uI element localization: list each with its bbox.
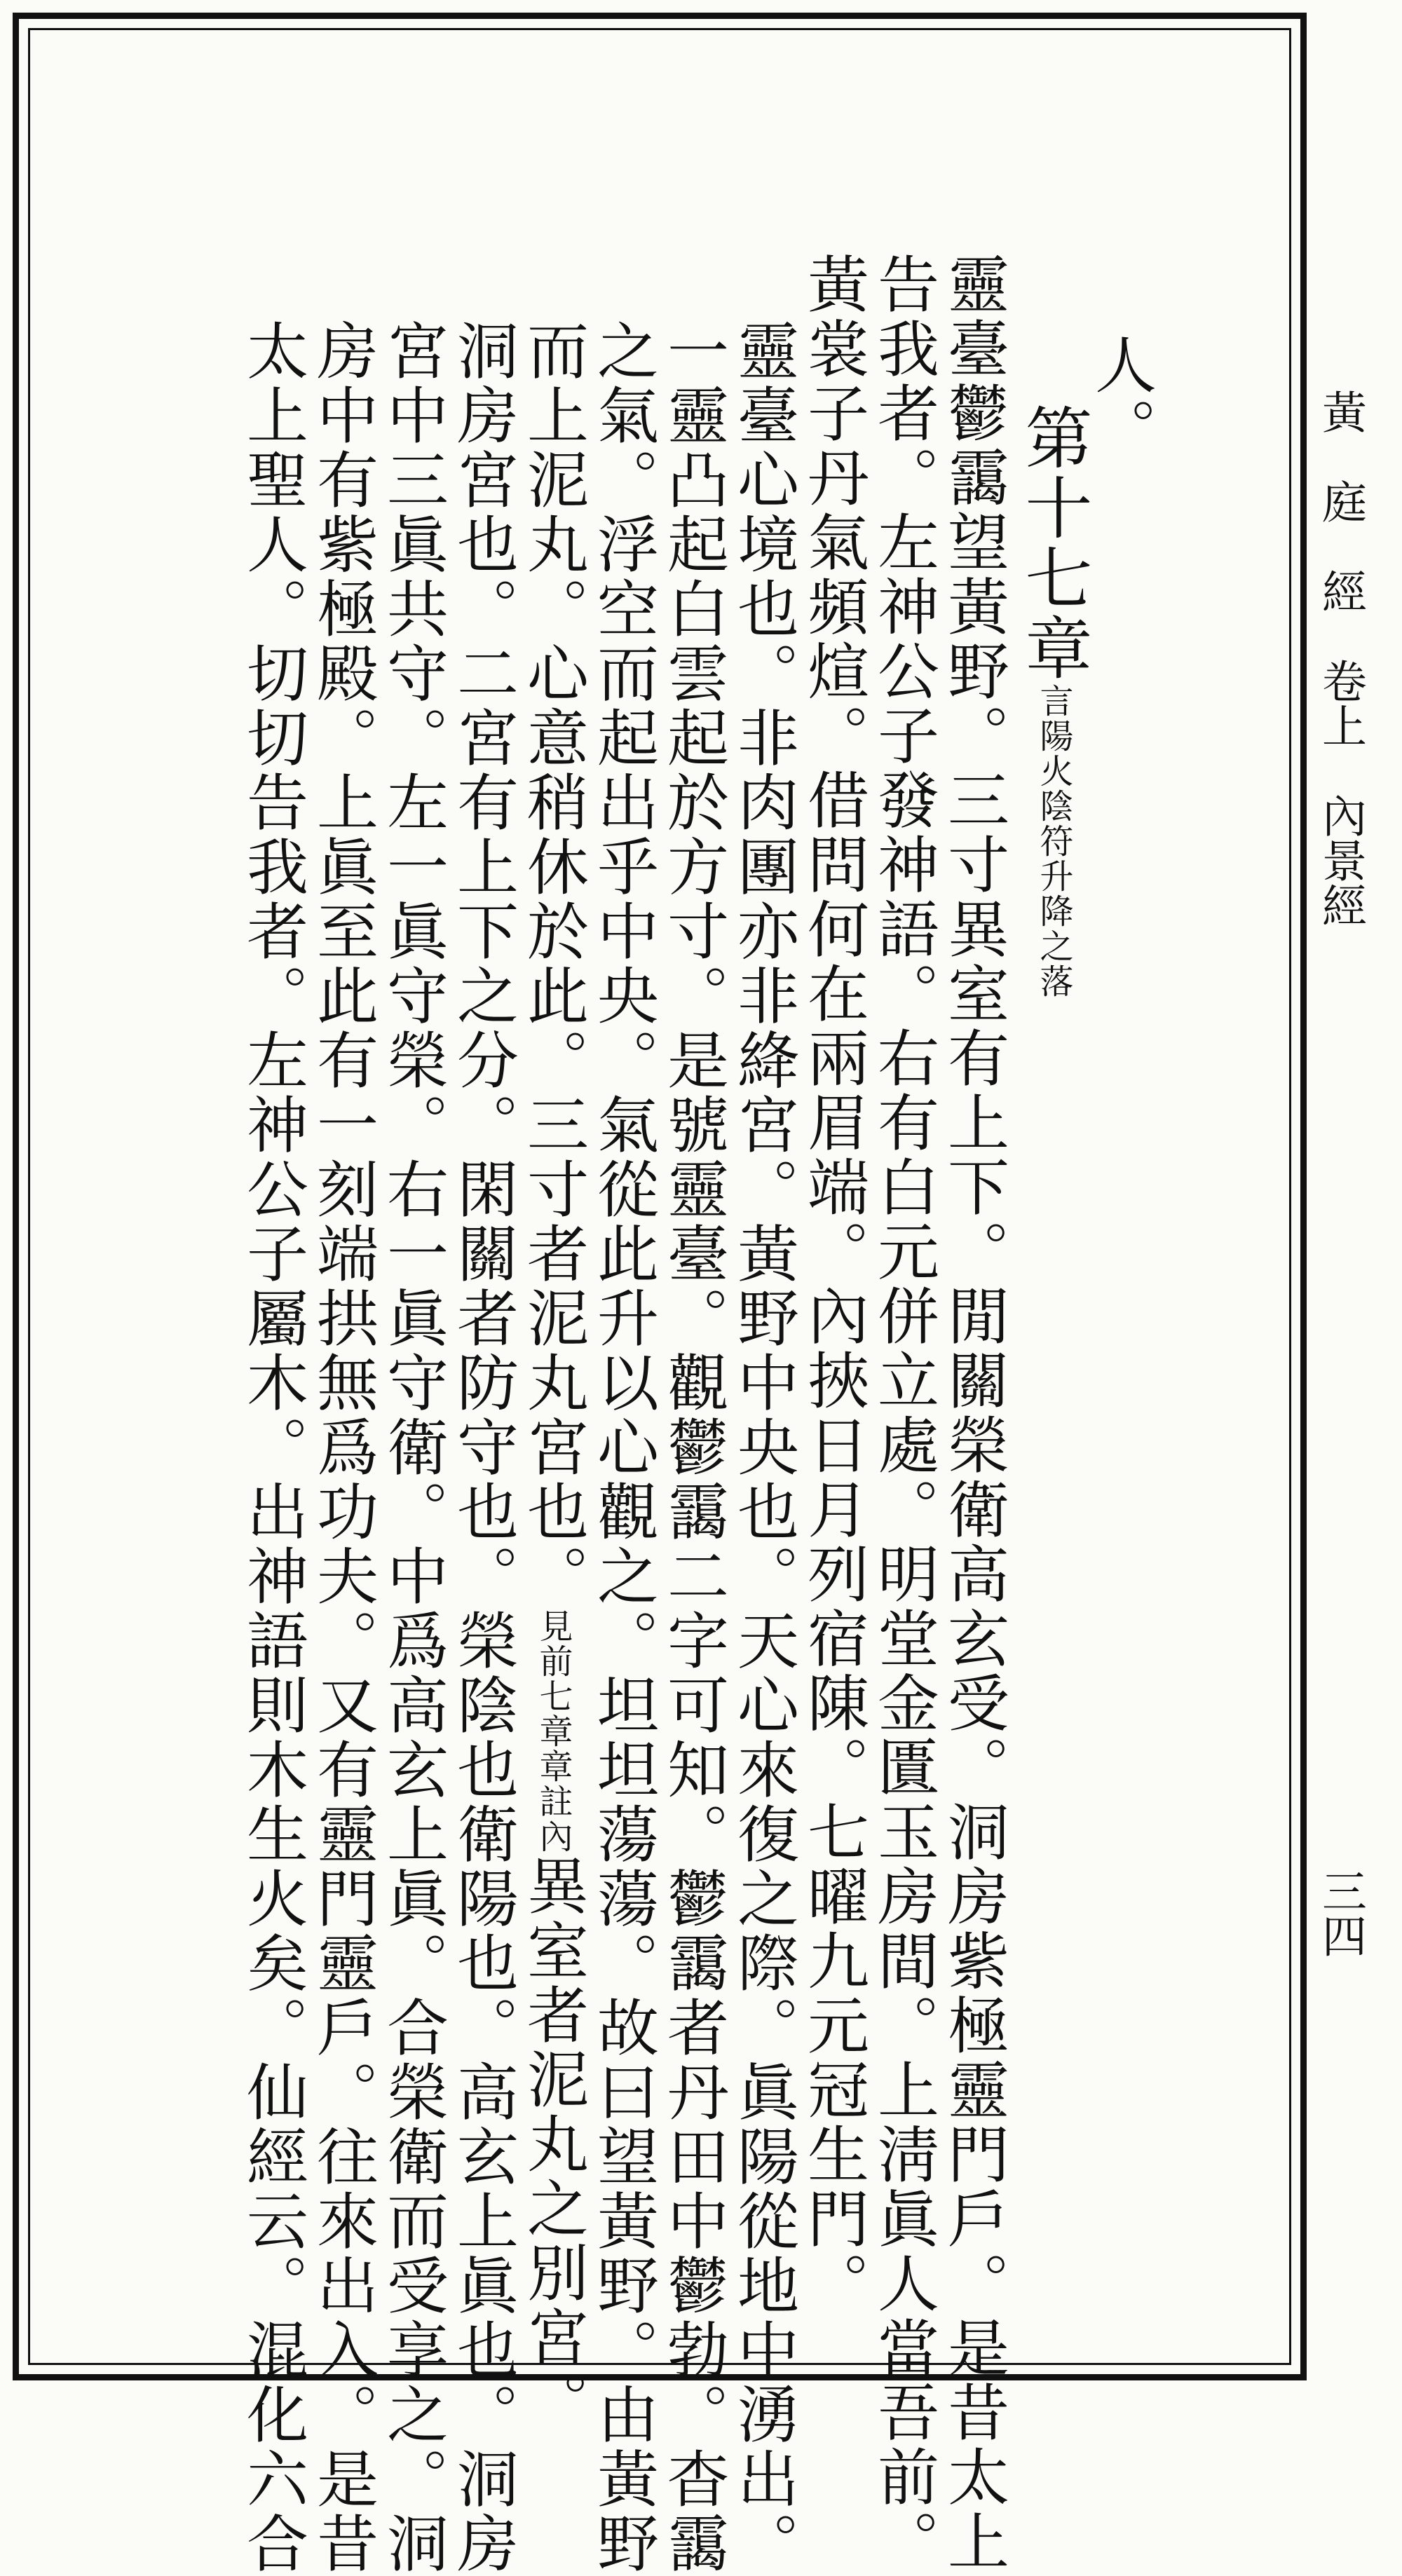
text-column-13: 太上聖人。切切告我者。左神公子屬木。出神語則木生火矣。仙經云。混化六合 — [237, 319, 309, 2576]
text-column-10: 洞房宮也。二宮有上下之分。閑關者防守也。榮陰也衛陽也。高玄上眞也。洞房 — [447, 319, 519, 2576]
text-column-5: 黃裳子丹氣頻煊。借問何在兩眉端。內挾日月列宿陳。七曜九元冠生門。 — [798, 252, 870, 2316]
column-text-b: 異室者泥丸之別宮。 — [517, 1854, 590, 2434]
column-text-a: 而上泥丸。心意稍休於此。三寸者泥丸宮也。 — [517, 319, 590, 1609]
running-header: 黃 庭 經 卷上 內景經 — [1314, 389, 1366, 927]
chapter-note: 言陽火陰符升降之落 — [1034, 683, 1073, 999]
text-column-8: 之氣。浮空而起出乎中央。氣從此升以心觀之。坦坦蕩蕩。故曰望黃野。由黃野 — [587, 319, 660, 2576]
text-column-3: 靈臺鬱靄望黃野。三寸異室有上下。閒關榮衛高玄受。洞房紫極靈門戶。是昔太上 — [938, 252, 1010, 2574]
text-column-7: 一靈凸起白雲起於方寸。是號靈臺。觀鬱靄二字可知。鬱靄者丹田中鬱勃。杳靄 — [658, 319, 730, 2576]
chapter-title: 第十七章 — [1014, 403, 1093, 683]
page-number: 三四 — [1314, 1868, 1366, 1958]
text-column-11: 宮中三眞共守。左一眞守榮。右一眞守衛。中爲高玄上眞。合榮衛而受享之。洞 — [377, 319, 449, 2576]
inline-note: 見前七章章註內 — [533, 1609, 573, 1854]
chapter-heading-column — [1014, 403, 1093, 999]
text-column-12: 房中有紫極殿。上眞至此有一刻端拱無爲功夫。又有靈門靈戶。往來出入。是昔 — [307, 319, 379, 2576]
text-column-9 — [517, 319, 590, 2434]
text-column-6: 靈臺心境也。非肉團亦非絳宮。黃野中央也。天心來復之際。眞陽從地中湧出。 — [728, 319, 800, 2576]
text-column-4: 告我者。左神公子發神語。右有白元併立處。明堂金匱玉房間。上淸眞人當吾前。 — [868, 252, 940, 2574]
text-column-1: 人。 — [1085, 333, 1157, 462]
